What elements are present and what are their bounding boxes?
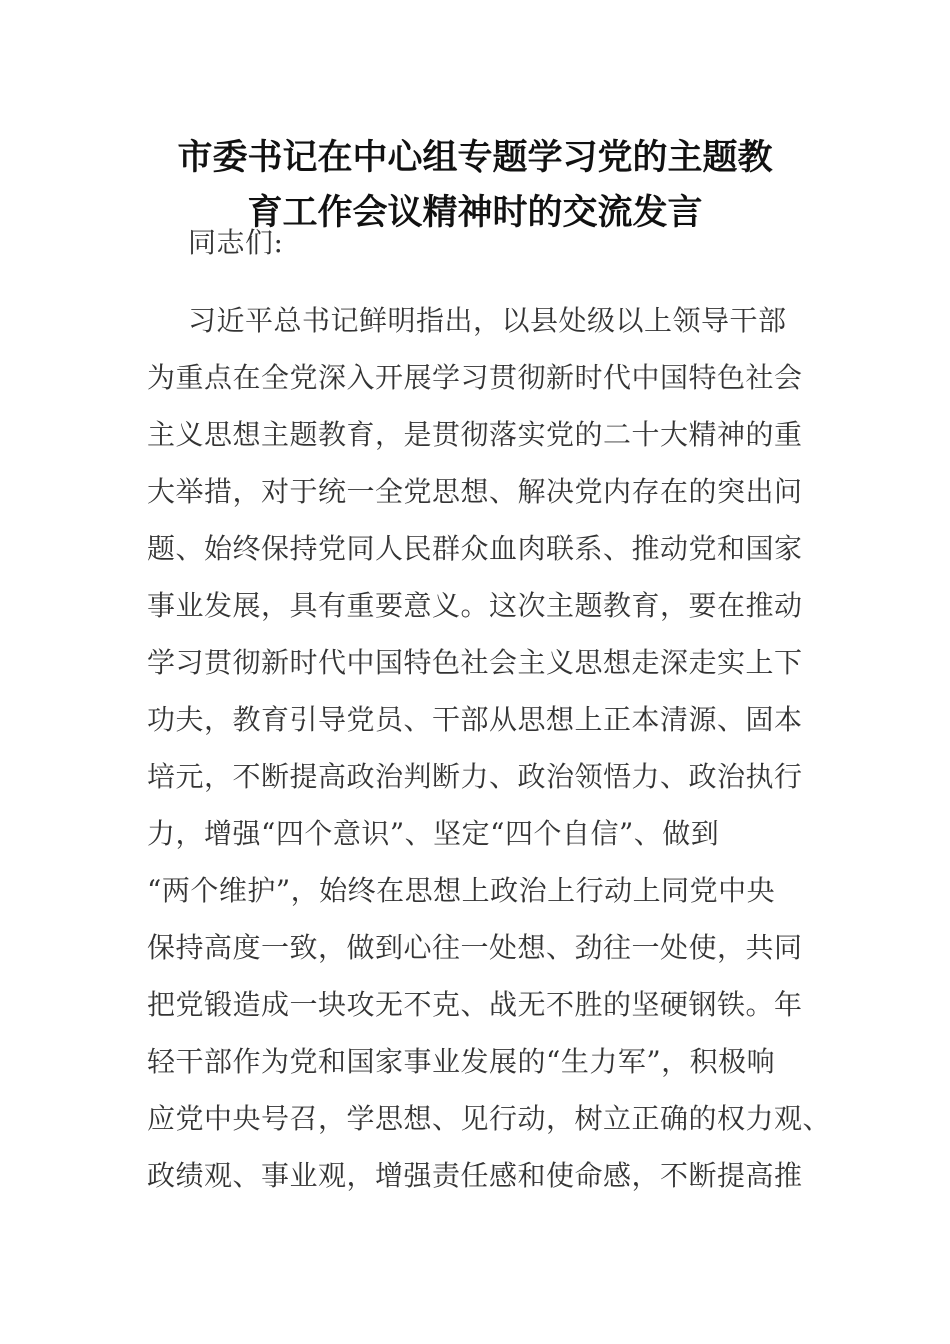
body-line: 政绩观、事业观，增强责任感和使命感，不断提高推 [147, 1159, 803, 1192]
body-line: 应党中央号召，学思想、见行动，树立正确的权力观、 [147, 1102, 832, 1135]
body-line: 主义思想主题教育，是贯彻落实党的二十大精神的重 [147, 418, 803, 451]
body-line: 学习贯彻新时代中国特色社会主义思想走深走实上下 [147, 646, 803, 679]
body-line: 为重点在全党深入开展学习贯彻新时代中国特色社会 [147, 361, 803, 394]
body-line: 题、始终保持党同人民群众血肉联系、推动党和国家 [147, 532, 803, 565]
body-line: 功夫，教育引导党员、干部从思想上正本清源、固本 [147, 703, 803, 736]
body-line: 轻干部作为党和国家事业发展的“生力军”，积极响 [147, 1045, 776, 1078]
document-title-line-2: 育工作会议精神时的交流发言 [247, 193, 703, 233]
body-line: 大举措，对于统一全党思想、解决党内存在的突出问 [147, 475, 803, 508]
body-line: “两个维护”，始终在思想上政治上行动上同党中央 [147, 874, 776, 907]
body-line: 事业发展，具有重要意义。这次主题教育，要在推动 [147, 589, 803, 622]
body-line: 把党锻造成一块攻无不克、战无不胜的坚硬钢铁。年 [147, 988, 803, 1021]
document-title-line-1: 市委书记在中心组专题学习党的主题教 [177, 138, 773, 178]
body-line: 培元，不断提高政治判断力、政治领悟力、政治执行 [147, 760, 803, 793]
body-line: 保持高度一致，做到心往一处想、劲往一处使，共同 [147, 931, 803, 964]
body-line: 力，增强“四个意识”、坚定“四个自信”、做到 [147, 817, 720, 850]
salutation: 同志们: [188, 226, 284, 259]
body-line: 习近平总书记鲜明指出，以县处级以上领导干部 [188, 304, 787, 337]
